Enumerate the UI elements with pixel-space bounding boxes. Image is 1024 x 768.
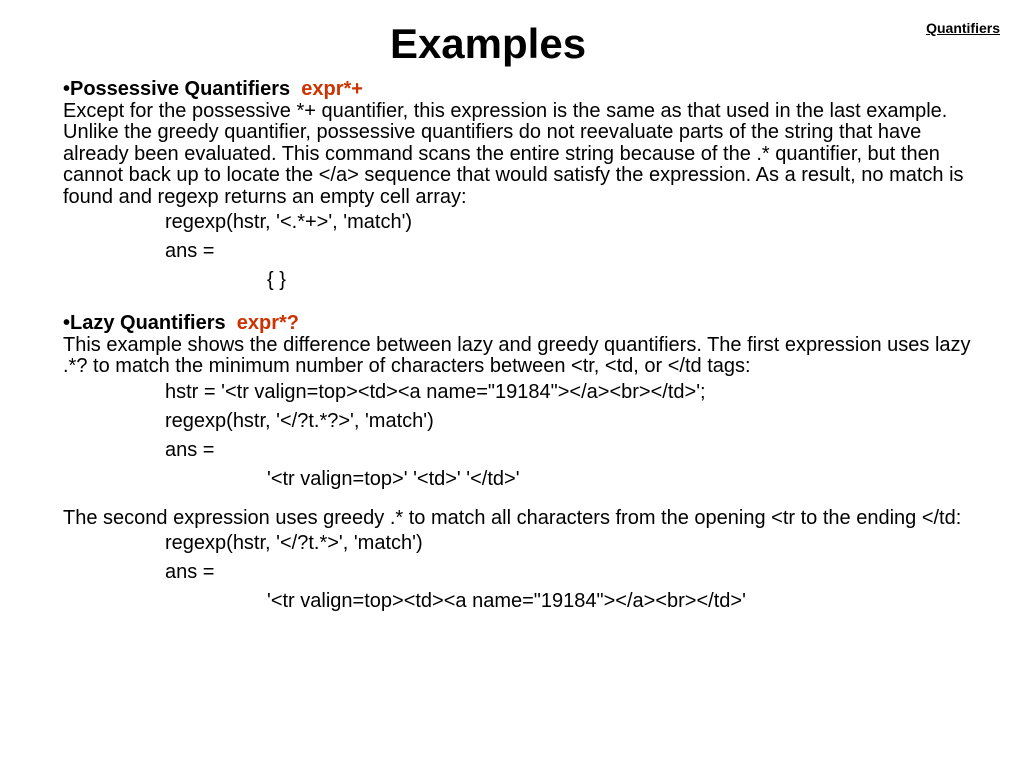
lazy-expr: expr*? xyxy=(236,312,299,334)
code-line: regexp(hstr, '</?t.*>', 'match') xyxy=(165,532,423,554)
possessive-heading-line xyxy=(63,79,983,101)
slide-title: Examples xyxy=(389,20,587,67)
code-result: { } xyxy=(267,269,286,291)
lazy-heading-line xyxy=(63,313,983,335)
greedy-section xyxy=(63,508,983,617)
possessive-expr: expr*+ xyxy=(301,78,363,100)
possessive-heading: •Possessive Quantifiers xyxy=(63,78,291,100)
code-line: regexp(hstr, '<.*+>', 'match') xyxy=(165,211,413,233)
greedy-description: The second expression uses greedy .* to match all characters from the opening <tr to the ending </td: xyxy=(63,506,962,529)
code-line: ans = xyxy=(165,561,215,583)
slide-content xyxy=(63,79,983,616)
code-line: ans = xyxy=(165,438,215,461)
code-result: '<tr valign=top><td><a name="19184"></a><br></td>' xyxy=(267,590,746,612)
code-line: hstr = '<tr valign=top><td><a name="19184"></a><br></td>'; xyxy=(165,380,706,403)
lazy-section xyxy=(63,313,983,494)
lazy-description: This example shows the difference between lazy and greedy quantifiers. The first expression uses lazy .*? to match the minimum number of characters between <tr, <td, or </td tags: xyxy=(63,333,971,377)
code-line: ans = xyxy=(165,240,215,262)
code-line: regexp(hstr, '</?t.*?>', 'match') xyxy=(165,409,434,432)
possessive-description: Except for the possessive *+ quantifier, this expression is the same as that used in the last example. Unlike the greedy quantifier, possessive quantifiers do not reevaluate parts of the string that have already been evaluated. This command scans the entire string because of the .* quantifier, but then cannot back up to locate the </a> sequence that would satisfy the expression. As a result, no match is found and regexp returns an empty cell array: xyxy=(63,99,964,208)
spacer xyxy=(63,494,983,508)
possessive-section xyxy=(63,79,983,295)
quantifiers-link[interactable]: Quantifiers xyxy=(926,20,1000,36)
lazy-heading: •Lazy Quantifiers xyxy=(63,312,226,334)
spacer xyxy=(63,295,983,313)
code-result: '<tr valign=top>' '<td>' '</td>' xyxy=(267,467,520,490)
